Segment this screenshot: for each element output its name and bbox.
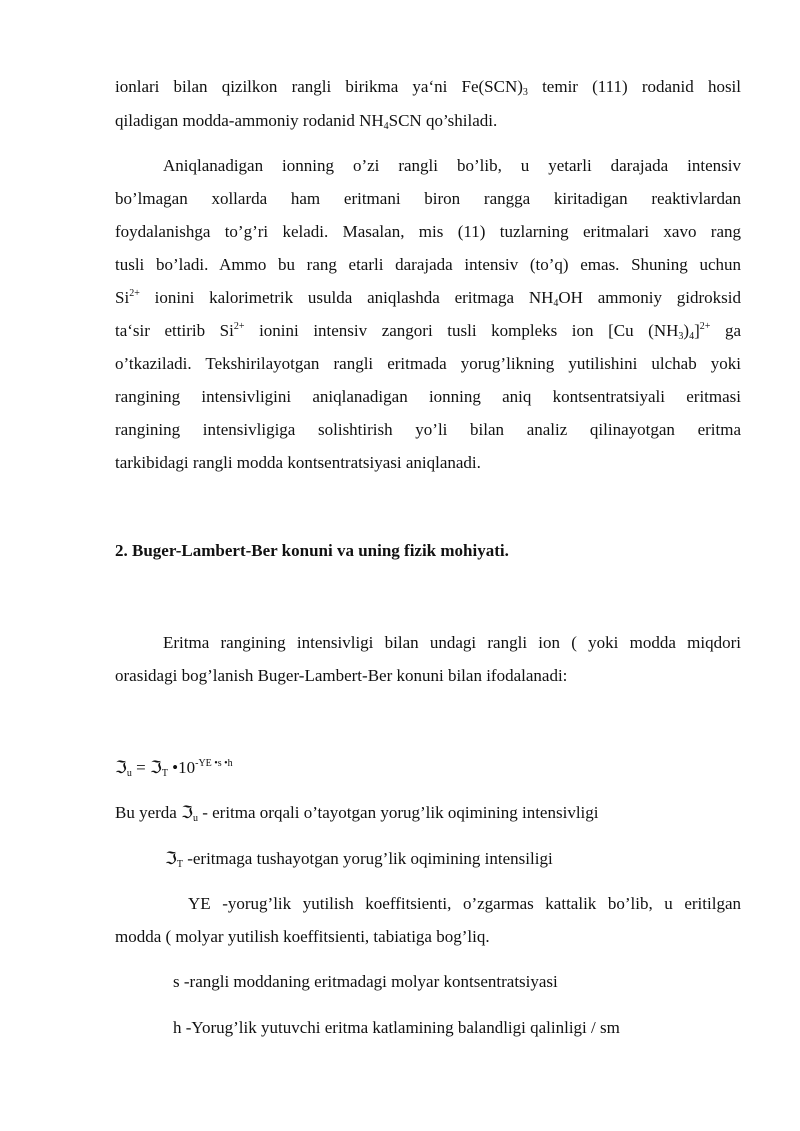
paragraph-line xyxy=(115,110,497,132)
definition-line: YE -yorug’lik yutilish koeffitsienti, o’zgarmas kattalik bo’lib, u eritilgan xyxy=(188,894,741,913)
paragraph-line xyxy=(115,76,741,98)
text-run: ) xyxy=(683,321,690,340)
superscript: 2+ xyxy=(233,321,245,332)
definition-line xyxy=(165,848,553,870)
text-run: SCN qo’shiladi. xyxy=(388,111,498,130)
text-run: ℑ xyxy=(165,849,177,868)
formula-term: ℑ xyxy=(115,758,127,777)
formula-term: = ℑ xyxy=(131,758,162,777)
subscript: 4 xyxy=(383,121,389,132)
paragraph-line xyxy=(115,320,741,342)
subscript: 3 xyxy=(522,87,528,98)
paragraph-line: foydalanishga to’g’ri keladi. Masalan, mis (11) tuzlarning eritmalari xavo rang xyxy=(115,222,741,241)
definition-line: h -Yorug’lik yutuvchi eritma katlamining balandligi qalinligi / sm xyxy=(173,1018,620,1037)
text-run: Si xyxy=(115,288,130,307)
paragraph-line: tarkibidagi rangli modda kontsentratsiyasi aniqlanadi. xyxy=(115,453,481,472)
superscript: 2+ xyxy=(699,321,711,332)
paragraph-line: rangining intensivligiga solishtirish yo’li bilan analiz qilinayotgan eritma xyxy=(115,420,741,439)
text-run: ionini intensiv zangori tusli kompleks ion [Cu (NH xyxy=(244,321,679,340)
text-run: temir (111) rodanid hosil xyxy=(527,77,742,96)
text-run: qiladigan modda-ammoniy rodanid NH xyxy=(115,111,384,130)
paragraph-line: rangining intensivligini aniqlanadigan ionning aniq kontsentratsiyali eritmasi xyxy=(115,387,741,406)
subscript: T xyxy=(161,768,168,779)
subscript: u xyxy=(192,813,198,824)
formula xyxy=(115,757,233,779)
text-run: -eritmaga tushayotgan yorug’lik oqimining intensiligi xyxy=(182,849,553,868)
text-run: OH ammoniy gidroksid xyxy=(558,288,741,307)
formula-term: •10 xyxy=(167,758,196,777)
text-run: ga xyxy=(710,321,741,340)
text-run: ionlari bilan qizilkon rangli birikma ya‘ni Fe(SCN) xyxy=(115,77,523,96)
text-run: ] xyxy=(694,321,700,340)
paragraph-line xyxy=(115,287,741,309)
section-heading: 2. Buger-Lambert-Ber konuni va uning fizik mohiyati. xyxy=(115,541,509,560)
paragraph-line: Eritma rangining intensivligi bilan undagi rangli ion ( yoki modda miqdori xyxy=(163,633,741,652)
subscript: 3 xyxy=(678,331,684,342)
definition-line xyxy=(115,802,599,824)
subscript: 4 xyxy=(689,331,695,342)
subscript: T xyxy=(176,859,183,870)
superscript: -YE •s •h xyxy=(195,758,233,769)
text-run: Bu yerda ℑ xyxy=(115,803,193,822)
subscript: u xyxy=(126,768,132,779)
definition-line: modda ( molyar yutilish koeffitsienti, tabiatiga bog’liq. xyxy=(115,927,490,946)
text-run: ta‘sir ettirib Si xyxy=(115,321,234,340)
definition-line: s -rangli moddaning eritmadagi molyar kontsentratsiyasi xyxy=(173,972,558,991)
subscript: 4 xyxy=(553,298,559,309)
superscript: 2+ xyxy=(129,288,140,299)
text-run: ionini kalorimetrik usulda aniqlashda eritmaga NH xyxy=(139,288,554,307)
paragraph-line: orasidagi bog’lanish Buger-Lambert-Ber konuni bilan ifodalanadi: xyxy=(115,666,568,685)
paragraph-line: Aniqlanadigan ionning o’zi rangli bo’lib, u yetarli darajada intensiv xyxy=(163,156,741,175)
paragraph-line: bo’lmagan xollarda ham eritmani biron rangga kiritadigan reaktivlardan xyxy=(115,189,741,208)
text-run: - eritma orqali o’tayotgan yorug’lik oqimining intensivligi xyxy=(197,803,599,822)
paragraph-line: o’tkaziladi. Tekshirilayotgan rangli eritmada yorug’likning yutilishini ulchab yoki xyxy=(115,354,741,373)
paragraph-line: tusli bo’ladi. Ammo bu rang etarli darajada intensiv (to’q) emas. Shuning uchun xyxy=(115,255,741,274)
